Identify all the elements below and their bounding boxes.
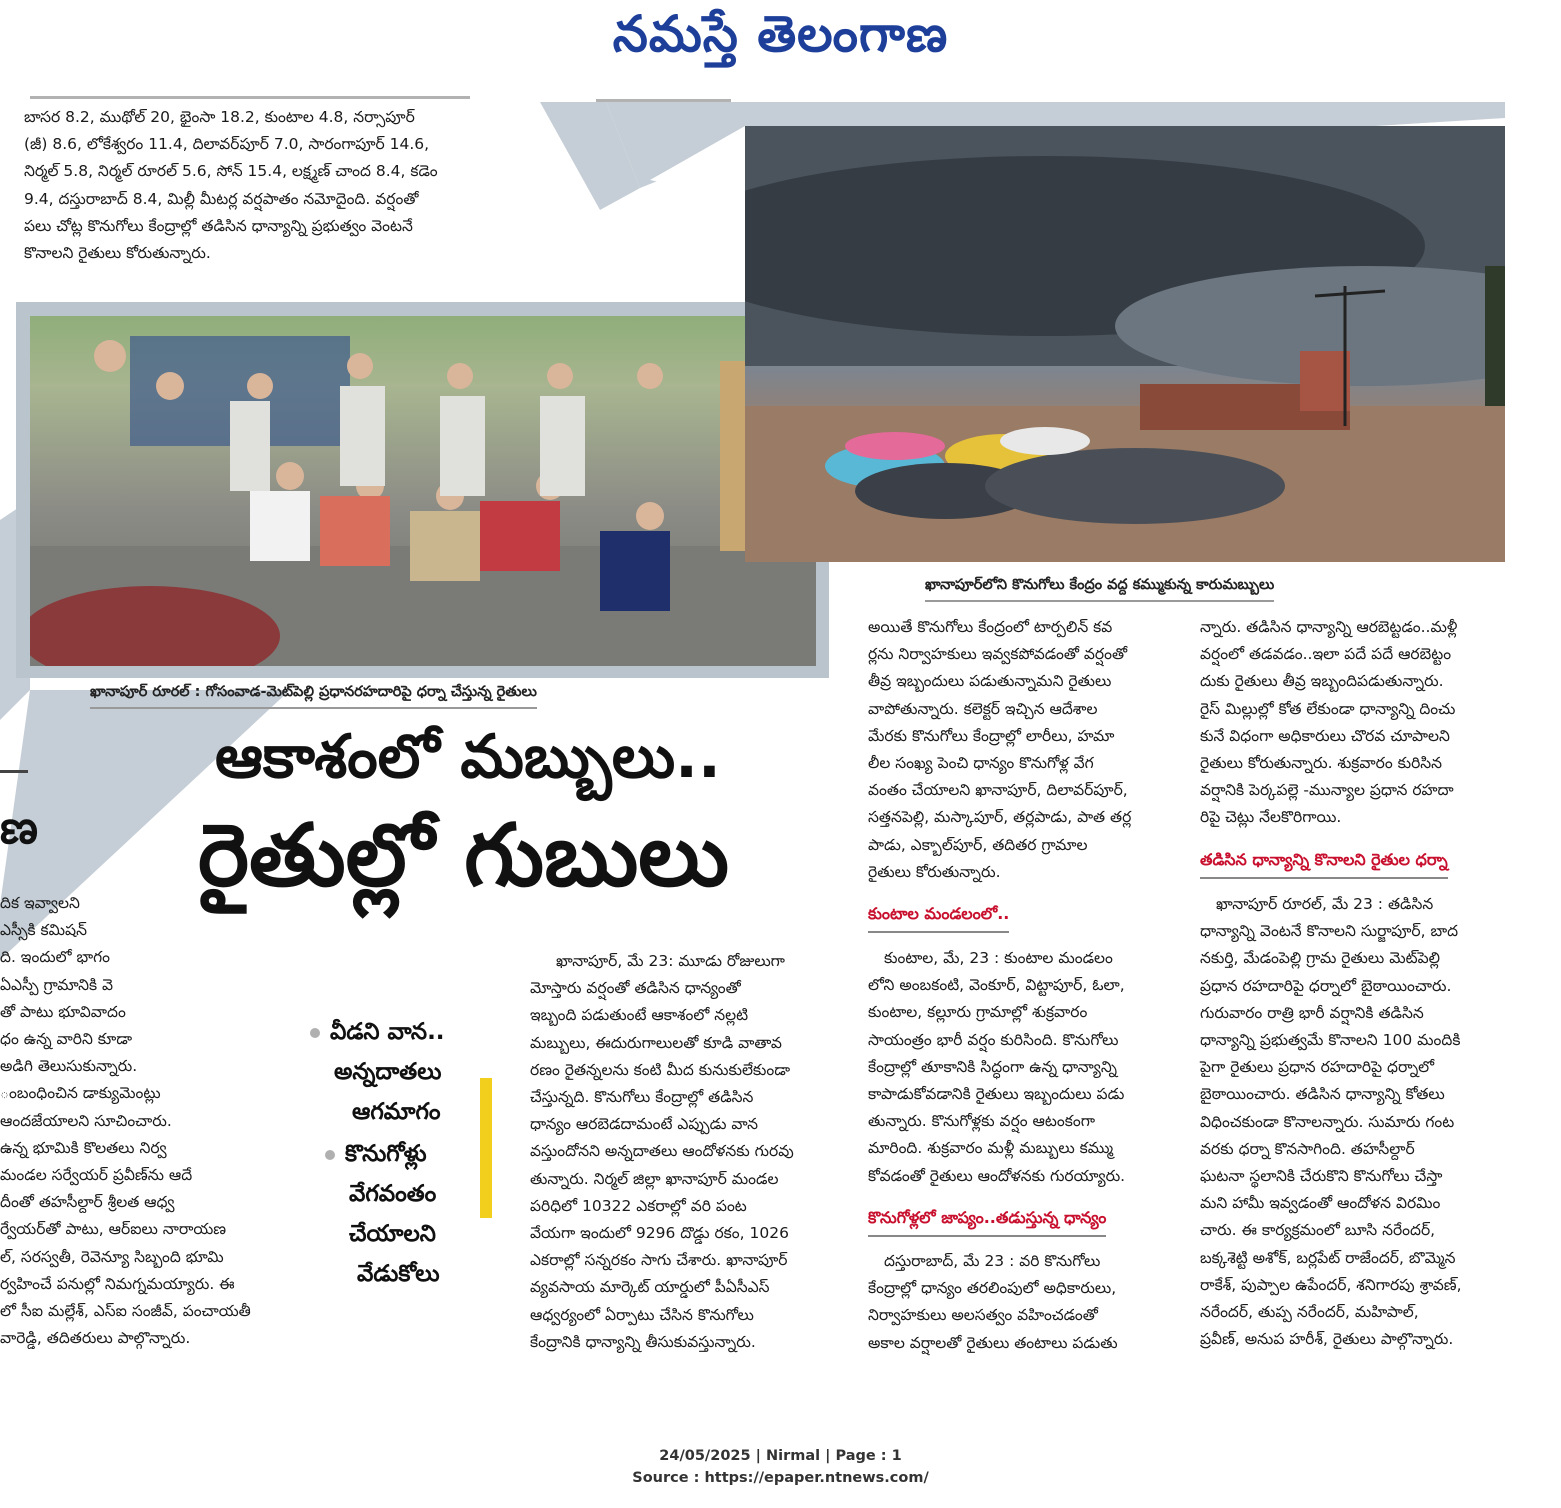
article-line: మోస్తారు వర్షంతో తడిసిన ధాన్యంతో xyxy=(530,979,741,998)
article-line: కేంద్రానికి ధాన్యాన్ని తీసుకువస్తున్నారు. xyxy=(530,1332,756,1351)
article-line: సాయంత్రం భారీ వర్షం కురిసింది. కొనుగోలు xyxy=(868,1030,1119,1049)
article-line: లీల సంఖ్య పెంచి ధాన్యం కొనుగోళ్ల వేగ xyxy=(868,754,1094,773)
article-line: బైఠాయించారు. తడిసిన ధాన్యాన్ని కోతలు xyxy=(1200,1085,1445,1104)
highlight-1 xyxy=(310,1012,470,1132)
article-line: రైతులు కోరుతున్నారు. xyxy=(868,862,1001,881)
article-line: చేస్తున్నది. కొనుగోలు కేంద్రాల్లో తడిసిన xyxy=(530,1088,754,1107)
article-line: ధాన్యాన్ని ప్రభుత్వమే కొనాలని 100 మందికి xyxy=(1200,1031,1461,1050)
article-line: కేంద్రాల్లో తూకానికి సిద్ధంగా ఉన్న ధాన్యాన్ని xyxy=(868,1057,1118,1076)
article-line: వస్తుందోనని అన్నదాతలు ఆందోళనకు గురవు xyxy=(530,1142,794,1161)
article-line: కొనాలని రైతులు కోరుతున్నారు. xyxy=(24,244,211,263)
left-fragment-article xyxy=(0,890,300,1352)
article-line: మేరకు కొనుగోలు కేంద్రాల్లో లారీలు, హమా xyxy=(868,726,1115,745)
article-line: ఇబ్బంది పడుతుంటే ఆకాశంలో నల్లటి xyxy=(530,1006,749,1025)
article-line: కునే విధంగా అధికారులు చొరవ చూపాలని xyxy=(1200,726,1450,745)
article-line: ర్వహించే పనుల్లో నిమగ్నమయ్యారు. ఈ xyxy=(0,1274,235,1293)
article-line: పరిధిలో 10322 ఎకరాల్లో వరి పంట xyxy=(530,1196,747,1215)
article-column-a xyxy=(530,948,840,1356)
article-line: అడిగి తెలుసుకున్నారు. xyxy=(0,1057,138,1076)
article-line: ఖానాపూర్ రూరల్, మే 23 : తడిసిన xyxy=(1216,895,1434,913)
article-line: వంతం చేయాలని ఖానాపూర్, దిలావర్‌పూర్, xyxy=(868,781,1128,800)
article-line: ఉన్న భూమికి కొలతలు నిర్వ xyxy=(0,1138,167,1157)
article-line: ర్లను నిర్వాహకులు ఇవ్వకపోవడంతో వర్షంతో xyxy=(868,645,1128,664)
article-line: వరకు ధర్నా కొనసాగింది. తహసీల్దార్ xyxy=(1200,1139,1415,1158)
highlight-line: చేయాలని xyxy=(349,1221,436,1247)
article-line: ఆందజేయాలని సూచించారు. xyxy=(0,1111,172,1130)
article-line: తున్నారు. నిర్మల్ జిల్లా ఖానాపూర్ మండల xyxy=(530,1169,779,1188)
article-line: వేయగా ఇందులో 9296 దొడ్డు రకం, 1026 xyxy=(530,1224,789,1243)
article-line: పాడు, ఎక్బాల్‌పూర్, తదితర గ్రామాల xyxy=(868,835,1088,854)
article-line: రైస్ మిల్లుల్లో కోత లేకుండా ధాన్యాన్ని దించు xyxy=(1200,699,1456,718)
article-line: ఆధ్వర్యంలో ఏర్పాటు చేసిన కొనుగోలు xyxy=(530,1305,754,1324)
highlight-line: వీడని వాన.. xyxy=(330,1019,445,1045)
article-line: 9.4, దస్తురాబాద్ 8.4, మిల్లీ మీటర్ల వర్షపాతం నమోదైంది. వర్షంతో xyxy=(24,189,419,208)
article-line: ల్, సరస్వతీ, రెవెన్యూ సిబ్బంది భూమి xyxy=(0,1247,224,1266)
article-line: విధించకుండా కొనాలన్నారు. సుమారు గంట xyxy=(1200,1112,1455,1131)
photo-protest-illustration xyxy=(30,316,816,666)
article-column-b-bottom xyxy=(868,1248,1174,1357)
article-line: తీవ్ర ఇబ్బందులు పడుతున్నామని రైతులు xyxy=(868,672,1112,691)
article-line: కాపాడుకోవడానికి రైతులు ఇబ్బందులు పడు xyxy=(868,1085,1125,1104)
article-line: కోవడంతో రైతులు ఆందోళనకు గురయ్యారు. xyxy=(868,1166,1126,1185)
article-line: లో సీఐ మల్లేశ్, ఎస్ఐ సంజీవ్, పంచాయతీ xyxy=(0,1302,251,1321)
highlight-2 xyxy=(325,1134,485,1294)
article-line: దిక ఇవ్వాలని xyxy=(0,894,80,912)
article-line: సత్తనపెల్లి, మస్కాపూర్, తర్లపాడు, పాత తర్ల xyxy=(868,808,1132,827)
article-line: వ్యవసాయ మార్కెట్ యార్డులో పీఏసీఎస్ xyxy=(530,1278,770,1297)
article-column-c-bottom xyxy=(1200,891,1506,1353)
photo-protest-caption: ఖానాపూర్ రూరల్ : గోసంవాడ-మెట్‌పెల్లి ప్రధానరహదారిపై ధర్నా చేస్తున్న రైతులు xyxy=(90,684,537,709)
article-line: చారు. ఈ కార్యక్రమంలో బూసి నరేందర్, xyxy=(1200,1221,1436,1240)
article-line: ంబంధించిన డాక్యుమెంట్లు xyxy=(0,1084,161,1103)
photo-clouds-illustration xyxy=(745,126,1505,562)
article-line: మండల సర్వేయర్ ప్రవీణ్‌ను ఆదే xyxy=(0,1166,193,1185)
article-column-c-top xyxy=(1200,614,1506,832)
article-line: (జీ) 8.6, లోకేశ్వరం 11.4, దిలావర్‌పూర్ 7.0, సారంగాపూర్ 14.6, xyxy=(24,135,430,154)
article-line: ఖానాపూర్, మే 23: మూడు రోజులుగా xyxy=(556,952,785,970)
footer-date-edition: 24/05/2025 | Nirmal | Page : 1 xyxy=(659,1448,902,1464)
masthead: నమస్తే తెలంగాణ xyxy=(612,4,949,63)
accent-bar xyxy=(480,1078,492,1218)
article-line: అకాల వర్షాలతో రైతులు తంటాలు పడుతు xyxy=(868,1333,1118,1352)
article-line: నిర్వాహకులు అలసత్వం వహించడంతో xyxy=(868,1306,1098,1325)
article-line: తున్నారు. కొనుగోళ్లకు వర్షం ఆటంకంగా xyxy=(868,1112,1095,1131)
article-line: ఎకరాల్లో సన్నరకం సాగు చేశారు. ఖానాపూర్ xyxy=(530,1251,788,1270)
highlight-line: కొనుగోళ్లు xyxy=(345,1141,427,1167)
headline-line2: రైతుల్లో గుబులు xyxy=(198,806,729,906)
article-line: తో పాటు భూవివాదం xyxy=(0,1002,126,1021)
article-line: మని హామీ ఇవ్వడంతో ఆందోళన విరమిం xyxy=(1200,1194,1441,1213)
highlight-line: వేగవంతం xyxy=(349,1181,437,1207)
clipped-text-strip-2 xyxy=(596,94,731,106)
article-line: ఏఎస్పీ గ్రామానికి వె xyxy=(0,975,114,994)
subhead-kuntala: కుంటాల మండలంలో.. xyxy=(868,904,1009,933)
clipped-text-strip xyxy=(30,92,470,102)
article-line: దీంతో తహసీల్దార్ శ్రీలత ఆధ్వ xyxy=(0,1193,175,1212)
article-line: పైగా రైతులు ప్రధాన రహదారిపై ధర్నాలో xyxy=(1200,1058,1435,1077)
footer-source-link[interactable]: Source : https://epaper.ntnews.com/ xyxy=(632,1470,929,1486)
article-line: వారెడ్డి, తదితరులు పాల్గొన్నారు. xyxy=(0,1329,191,1348)
headline-line1: ఆకాశంలో మబ్బులు.. xyxy=(215,722,721,792)
article-line: న్నారు. తడిసిన ధాన్యాన్ని ఆరబెట్టడం..మళ్లీ xyxy=(1200,618,1458,636)
left-top-article xyxy=(24,104,504,267)
bullet-dot xyxy=(325,1150,335,1160)
article-line: ది. ఇందులో భాగం xyxy=(0,948,111,967)
article-line: కుంటాల, మే, 23 : కుంటాల మండలం xyxy=(884,949,1113,967)
bullet-dot xyxy=(310,1028,320,1038)
article-line: దస్తురాబాద్, మే 23 : వరి కొనుగోలు xyxy=(884,1252,1101,1270)
article-line: ధాన్యం ఆరబెడదామంటే ఎప్పుడు వాన xyxy=(530,1115,758,1134)
left-fragment-heading: ణ xyxy=(0,800,38,854)
photo-clouds-caption: ఖానాపూర్‌లోని కొనుగోలు కేంద్రం వద్ద కమ్ముకున్న కారుమబ్బులు xyxy=(925,577,1274,602)
photo-clouds xyxy=(745,126,1505,562)
article-line: అయితే కొనుగోలు కేంద్రంలో టార్పలిన్ కవ xyxy=(868,618,1113,636)
article-line: వాపోతున్నారు. కలెక్టర్ ఇచ్చిన ఆదేశాల xyxy=(868,699,1098,718)
article-line: నరేందర్, తుప్ప నరేందర్, మహిపాల్, xyxy=(1200,1303,1419,1322)
article-column-b-top xyxy=(868,614,1174,886)
article-line: ఘటనా స్థలానికి చేరుకొని కొనుగోలు చేస్తా xyxy=(1200,1167,1443,1186)
article-line: నిర్మల్ 5.8, నిర్మల్ రూరల్ 5.6, సోన్ 15.4, లక్ష్మణ్ చాంద 8.4, కడెం xyxy=(24,162,438,181)
article-line: పలు చోట్ల కొనుగోలు కేంద్రాల్లో తడిసిన ధాన్యాన్ని ప్రభుత్వం వెంటనే xyxy=(24,216,413,235)
article-line: గురువారం రాత్రి భారీ వర్షానికి తడిసిన xyxy=(1200,1003,1424,1022)
article-line: లోని అంబకంటి, వెంకూర్, విట్టాపూర్, ఓలా, xyxy=(868,976,1125,995)
article-line: మబ్బులు, ఈదురుగాలులతో కూడి వాతావ xyxy=(530,1033,782,1052)
subhead-delay: కొనుగోళ్లలో జాప్యం..తడుస్తున్న ధాన్యం xyxy=(868,1208,1106,1237)
article-line: రణం రైతన్నలను కంటి మీద కునుకులేకుండా xyxy=(530,1060,791,1079)
article-line: నకుర్తి, మేడంపెల్లి గ్రామ రైతులు మెట్‌పెల్లి xyxy=(1200,949,1440,968)
article-line: ధం ఉన్న వారిని కూడా xyxy=(0,1030,133,1049)
article-line: ర్వేయర్‌తో పాటు, ఆర్ఐలు నారాయణ xyxy=(0,1220,227,1239)
article-line: బాసర 8.2, ముథోల్ 20, భైంసా 18.2, కుంటాల 4.8, నర్సాపూర్ xyxy=(24,108,415,126)
article-line: రాకేశ్, పుప్పాల ఉపేందర్, శనిగారపు శ్రావణ్, xyxy=(1200,1275,1462,1294)
article-line: ప్రవీణ్, అనుప హరీశ్, రైతులు పాల్గొన్నారు. xyxy=(1200,1330,1454,1349)
article-line: వర్షానికి పెర్కపల్లె -మున్యాల ప్రధాన రహదా xyxy=(1200,781,1454,800)
article-line: కేంద్రాల్లో ధాన్యం తరలింపులో అధికారులు, xyxy=(868,1279,1117,1298)
highlight-line: ఆగమాగం xyxy=(352,1099,441,1125)
article-line: రిపై చెట్లు నేలకొరిగాయి. xyxy=(1200,808,1342,827)
highlight-line: వేడుకోలు xyxy=(357,1261,440,1287)
article-line: వర్షంలో తడవడం..ఇలా పదే పదే ఆరబెట్టం xyxy=(1200,645,1452,664)
article-line: కుంటాల, కల్లూరు గ్రామాల్లో శుక్రవారం xyxy=(868,1003,1088,1022)
article-line: రైతులు కోరుతున్నారు. శుక్రవారం కురిసిన xyxy=(1200,754,1443,773)
article-line: మారింది. శుక్రవారం మళ్లీ మబ్బులు కమ్ము xyxy=(868,1139,1114,1158)
article-line: ప్రధాన రహదారిపై ధర్నాలో బైఠాయించారు. xyxy=(1200,976,1452,995)
article-line: ఎస్సీకి కమిషన్ xyxy=(0,921,87,940)
photo-protest xyxy=(30,316,816,666)
highlight-line: అన్నదాతలు xyxy=(334,1059,442,1085)
article-line: దుకు రైతులు తీవ్ర ఇబ్బందిపడుతున్నారు. xyxy=(1200,672,1444,691)
article-line: బక్కశెట్టి అశోక్, బర్లపేట్ రాజేందర్, బొమ్మెన xyxy=(1200,1248,1456,1267)
article-line: ధాన్యాన్ని వెంటనే కొనాలని సుర్జాపూర్, బాద xyxy=(1200,922,1459,941)
subhead-dharna: తడిసిన ధాన్యాన్ని కొనాలని రైతుల ధర్నా xyxy=(1200,850,1448,879)
article-column-b-mid xyxy=(868,945,1174,1190)
